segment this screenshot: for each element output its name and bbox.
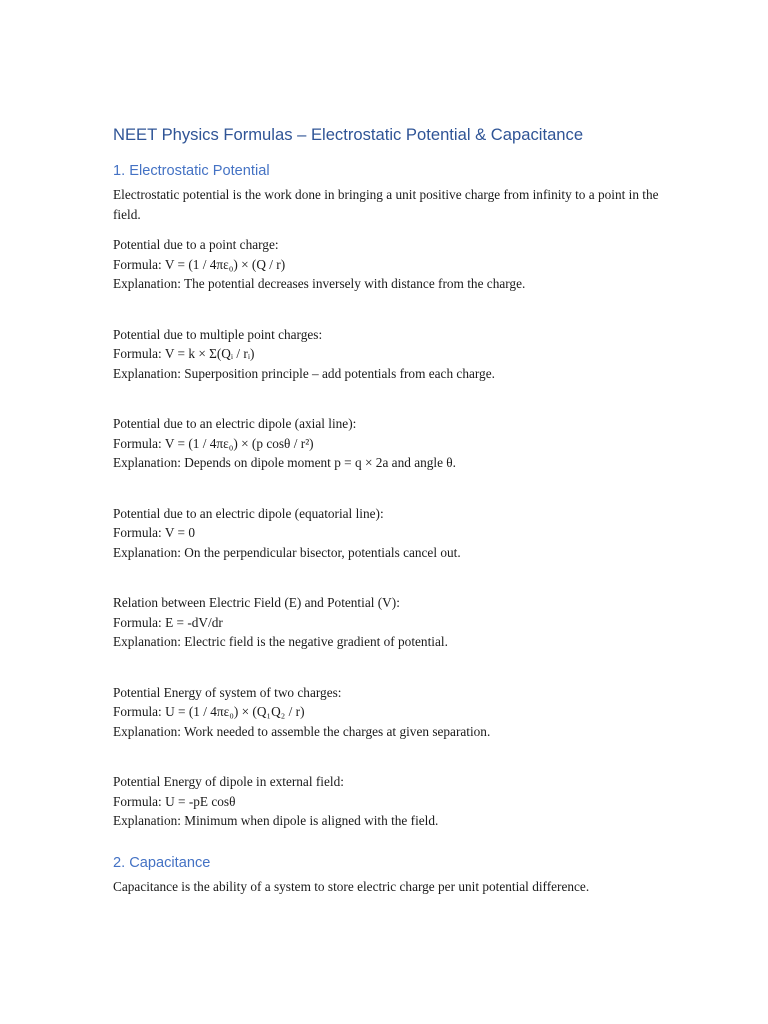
document-title: NEET Physics Formulas – Electrostatic Potential & Capacitance — [113, 125, 584, 144]
formula-block-dipole-energy — [113, 772, 673, 831]
document-page — [113, 124, 673, 907]
formula-explanation: Explanation: On the perpendicular bisector, potentials cancel out. — [113, 544, 461, 560]
formula-text: Formula: E = -dV/dr — [113, 614, 223, 630]
formula-label: Potential due to an electric dipole (equatorial line): — [113, 505, 384, 521]
formula-block-dipole-axial — [113, 414, 673, 473]
formula-label: Potential due to multiple point charges: — [113, 326, 323, 342]
formula-explanation: Explanation: Minimum when dipole is aligned with the field. — [113, 813, 439, 828]
formula-explanation: Explanation: Superposition principle – add potentials from each charge. — [113, 365, 495, 381]
formula-block-two-charge-energy — [113, 683, 673, 742]
section-intro: Electrostatic potential is the work done in bringing a unit positive charge from infinity to a point in the field. — [113, 187, 659, 222]
section-capacitance — [113, 853, 673, 897]
formula-explanation: Explanation: Work needed to assemble the charges at given separation. — [113, 723, 491, 739]
formula-explanation: Explanation: Depends on dipole moment p = q × 2a and angle θ. — [113, 455, 457, 470]
formula-block-dipole-equatorial — [113, 504, 673, 563]
section-heading: 1. Electrostatic Potential — [113, 163, 270, 179]
section-heading: 2. Capacitance — [113, 854, 211, 871]
formula-block-multiple-charges — [113, 325, 673, 384]
formula-text: Formula: U = -pE cosθ — [113, 793, 236, 809]
formula-label: Potential due to a point charge: — [113, 237, 279, 252]
section-intro: Capacitance is the ability of a system to store electric charge per unit potential difference. — [113, 878, 590, 894]
formula-label: Relation between Electric Field (E) and Potential (V): — [113, 595, 400, 610]
section-electrostatic-potential — [113, 161, 673, 831]
formula-explanation: Explanation: Electric field is the negative gradient of potential. — [113, 634, 448, 649]
formula-label: Potential due to an electric dipole (axial line): — [113, 416, 357, 431]
formula-text: Formula: V = k × Σ(Qᵢ / rᵢ) — [113, 346, 255, 361]
formula-text: Formula: V = 0 — [113, 525, 195, 540]
formula-label: Potential Energy of system of two charges: — [113, 684, 342, 700]
formula-block-field-potential-relation — [113, 593, 673, 652]
formula-text: Formula: V = (1 / 4πε₀) × (Q / r) — [113, 256, 286, 272]
formula-text: Formula: V = (1 / 4πε₀) × (p cosθ / r²) — [113, 435, 314, 451]
formula-text: Formula: U = (1 / 4πε₀) × (Q₁Q₂ / r) — [113, 704, 305, 719]
formula-block-point-charge — [113, 235, 673, 294]
formula-explanation: Explanation: The potential decreases inversely with distance from the charge. — [113, 276, 526, 291]
formula-label: Potential Energy of dipole in external field: — [113, 774, 344, 789]
